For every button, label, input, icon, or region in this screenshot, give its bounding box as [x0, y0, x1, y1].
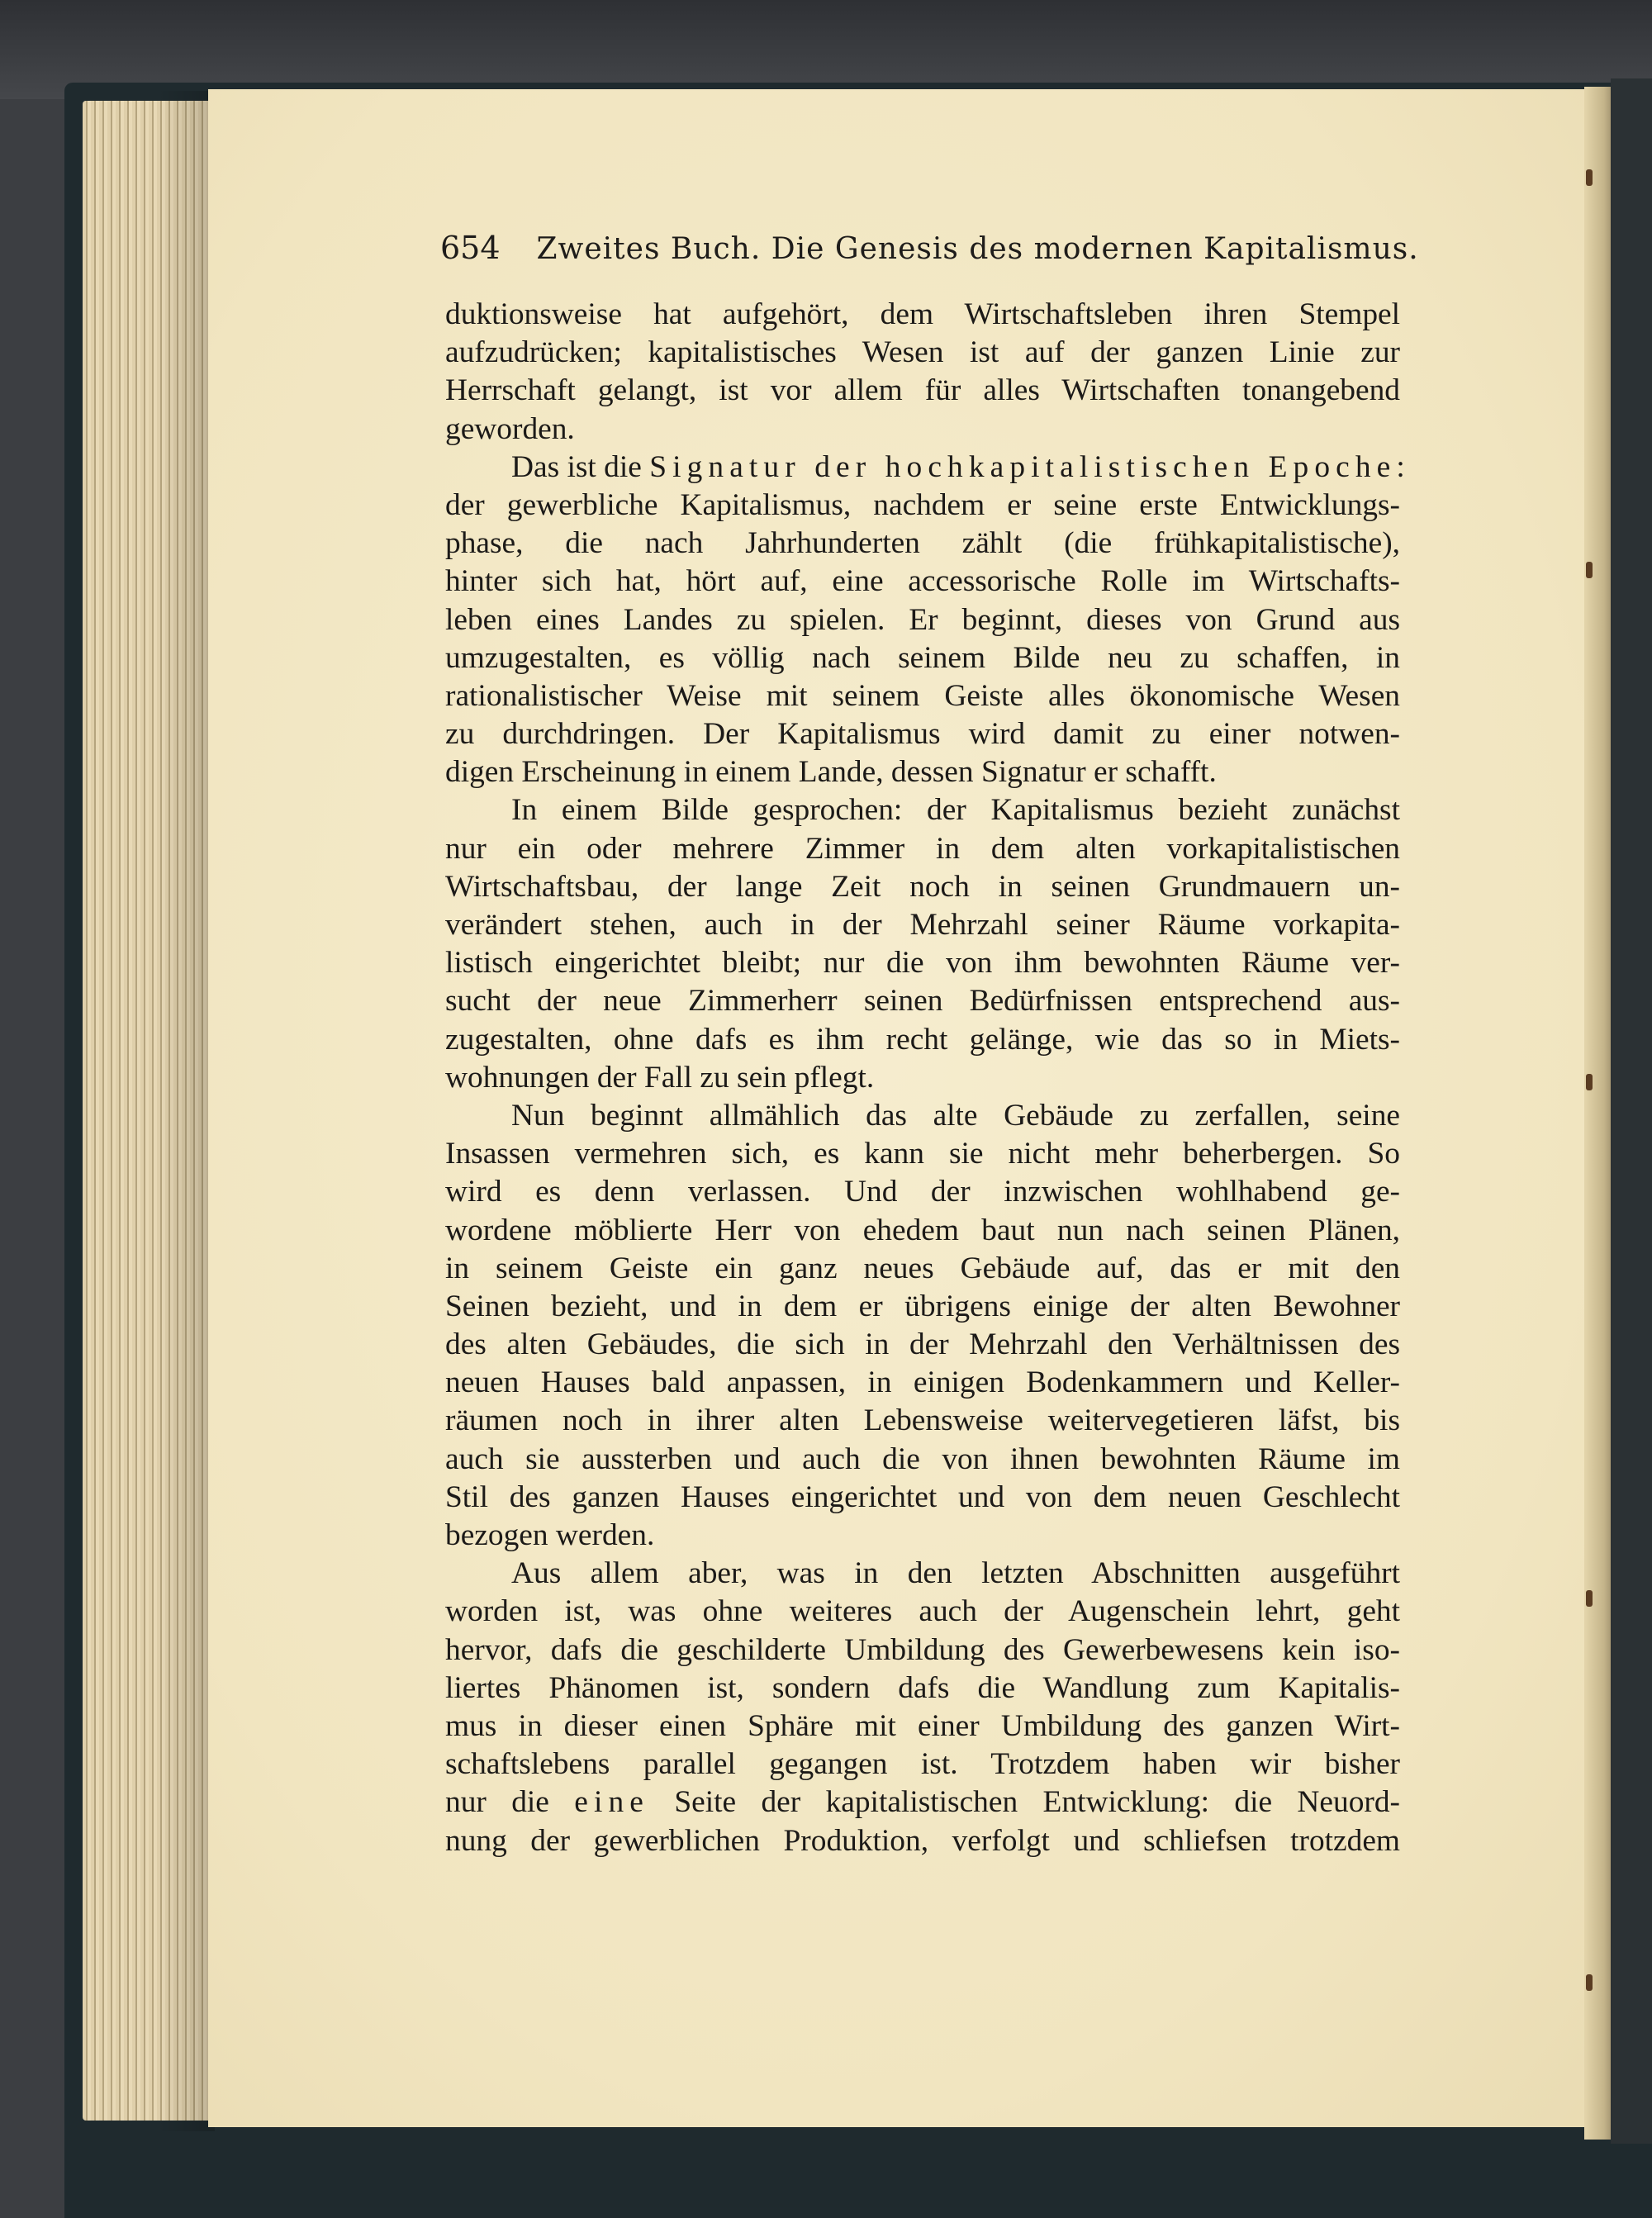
- text-line: umzugestalten, es völlig nach seinem Bilde neu zu schaffen, in: [445, 640, 1400, 675]
- page-number: 654: [440, 230, 501, 266]
- text-line: In einem Bilde gesprochen: der Kapitalismus bezieht zunächst: [511, 793, 1400, 828]
- text-line: in seinem Geiste ein ganz neues Gebäude auf, das er mit den: [445, 1251, 1400, 1285]
- text-line: aufzudrücken; kapitalistisches Wesen ist auf der ganzen Linie zur: [445, 335, 1400, 370]
- text-line: hervor, dafs die geschilderte Umbildung des Gewerbewesens kein iso-: [445, 1632, 1400, 1667]
- text-line: duktionsweise hat aufgehört, dem Wirtschaftsleben ihren Stempel: [445, 297, 1400, 331]
- text-line: schaftslebens parallel gegangen ist. Trotzdem haben wir bisher: [445, 1747, 1400, 1782]
- text-line: wird es denn verlassen. Und der inzwischen wohlhabend ge-: [445, 1175, 1400, 1209]
- text-line: nung der gewerblichen Produktion, verfolgt und schliefsen trotzdem: [445, 1823, 1400, 1858]
- text-line: rationalistischer Weise mit seinem Geiste alles ökonomische Wesen: [445, 678, 1400, 713]
- text-line: sucht der neue Zimmerherr seinen Bedürfnissen entsprechend aus-: [445, 984, 1400, 1019]
- binding-thread: [1586, 169, 1593, 186]
- text-line: liertes Phänomen ist, sondern dafs die Wandlung zum Kapitalis-: [445, 1670, 1400, 1705]
- text-line: worden ist, was ohne weiteres auch der Augenschein lehrt, geht: [445, 1594, 1400, 1629]
- running-head-title: Zweites Buch. Die Genesis des modernen Kapitalismus.: [536, 232, 1419, 266]
- emphasis-text: Signatur der hochkapitalistischen Epoche: [649, 449, 1397, 484]
- binding: [1611, 78, 1652, 2144]
- body-text: [445, 296, 1405, 1860]
- page-shadow: [157, 91, 215, 2131]
- text-line: geworden.: [445, 411, 575, 446]
- text-line: räumen noch in ihrer alten Lebensweise weitervegetieren läfst, bis: [445, 1403, 1400, 1438]
- text-line: der gewerbliche Kapitalismus, nachdem er seine erste Entwicklungs-: [445, 487, 1400, 522]
- text-line: wohnungen der Fall zu sein pflegt.: [445, 1060, 875, 1095]
- running-head: [440, 230, 1419, 271]
- text-line: leben eines Landes zu spielen. Er beginnt, dieses von Grund aus: [445, 602, 1400, 637]
- text-line: [445, 449, 1405, 487]
- text-line: listisch eingerichtet bleibt; nur die von ihm bewohnten Räume ver-: [445, 946, 1400, 981]
- text-segment: Das ist die: [511, 449, 650, 484]
- binding-thread: [1586, 1074, 1593, 1090]
- binding-thread: [1586, 1974, 1593, 1991]
- text-segment: nur die: [445, 1785, 575, 1820]
- text-line: nur ein oder mehrere Zimmer in dem alten vorkapitalistischen: [445, 831, 1400, 866]
- text-line: zu durchdringen. Der Kapitalismus wird damit zu einer notwen-: [445, 717, 1400, 752]
- text-line: auch sie aussterben und auch die von ihnen bewohnten Räume im: [445, 1441, 1400, 1476]
- text-line: Seinen bezieht, und in dem er übrigens einige der alten Bewohner: [445, 1289, 1400, 1323]
- text-line: hinter sich hat, hört auf, eine accessorische Rolle im Wirtschafts-: [445, 564, 1400, 599]
- binding-thread: [1586, 562, 1593, 578]
- text-line: wordene möblierte Herr von ehedem baut nun nach seinen Plänen,: [445, 1213, 1400, 1247]
- text-line: Stil des ganzen Hauses eingerichtet und von dem neuen Geschlecht: [445, 1479, 1400, 1514]
- text-line: Wirtschaftsbau, der lange Zeit noch in seinen Grundmauern un-: [445, 869, 1400, 904]
- text-line: mus in dieser einen Sphäre mit einer Umbildung des ganzen Wirt-: [445, 1708, 1400, 1743]
- binding-thread: [1586, 1590, 1593, 1607]
- text-line: Herrschaft gelangt, ist vor allem für alles Wirtschaften tonangebend: [445, 373, 1400, 408]
- emphasis-text: eine: [574, 1785, 649, 1820]
- text-segment: :: [1396, 449, 1405, 484]
- text-line: neuen Hauses bald anpassen, in einigen Bodenkammern und Keller-: [445, 1365, 1400, 1400]
- text-line: des alten Gebäudes, die sich in der Mehrzahl den Verhältnissen des: [445, 1327, 1400, 1362]
- text-line: Aus allem aber, was in den letzten Abschnitten ausgeführt: [511, 1556, 1400, 1591]
- text-line: Insassen vermehren sich, es kann sie nicht mehr beherbergen. So: [445, 1137, 1400, 1171]
- text-line: [445, 1783, 1400, 1821]
- text-line: phase, die nach Jahrhunderten zählt (die frühkapitalistische),: [445, 526, 1400, 561]
- text-line: bezogen werden.: [445, 1518, 655, 1552]
- text-segment: Seite der kapitalistischen Entwicklung: die Neuord-: [648, 1785, 1401, 1820]
- text-line: verändert stehen, auch in der Mehrzahl seiner Räume vorkapita-: [445, 908, 1400, 942]
- text-line: zugestalten, ohne dafs es ihm recht gelänge, wie das so in Miets-: [445, 1022, 1400, 1057]
- text-line: digen Erscheinung in einem Lande, dessen Signatur er schafft.: [445, 755, 1217, 790]
- text-line: Nun beginnt allmählich das alte Gebäude zu zerfallen, seine: [511, 1098, 1400, 1133]
